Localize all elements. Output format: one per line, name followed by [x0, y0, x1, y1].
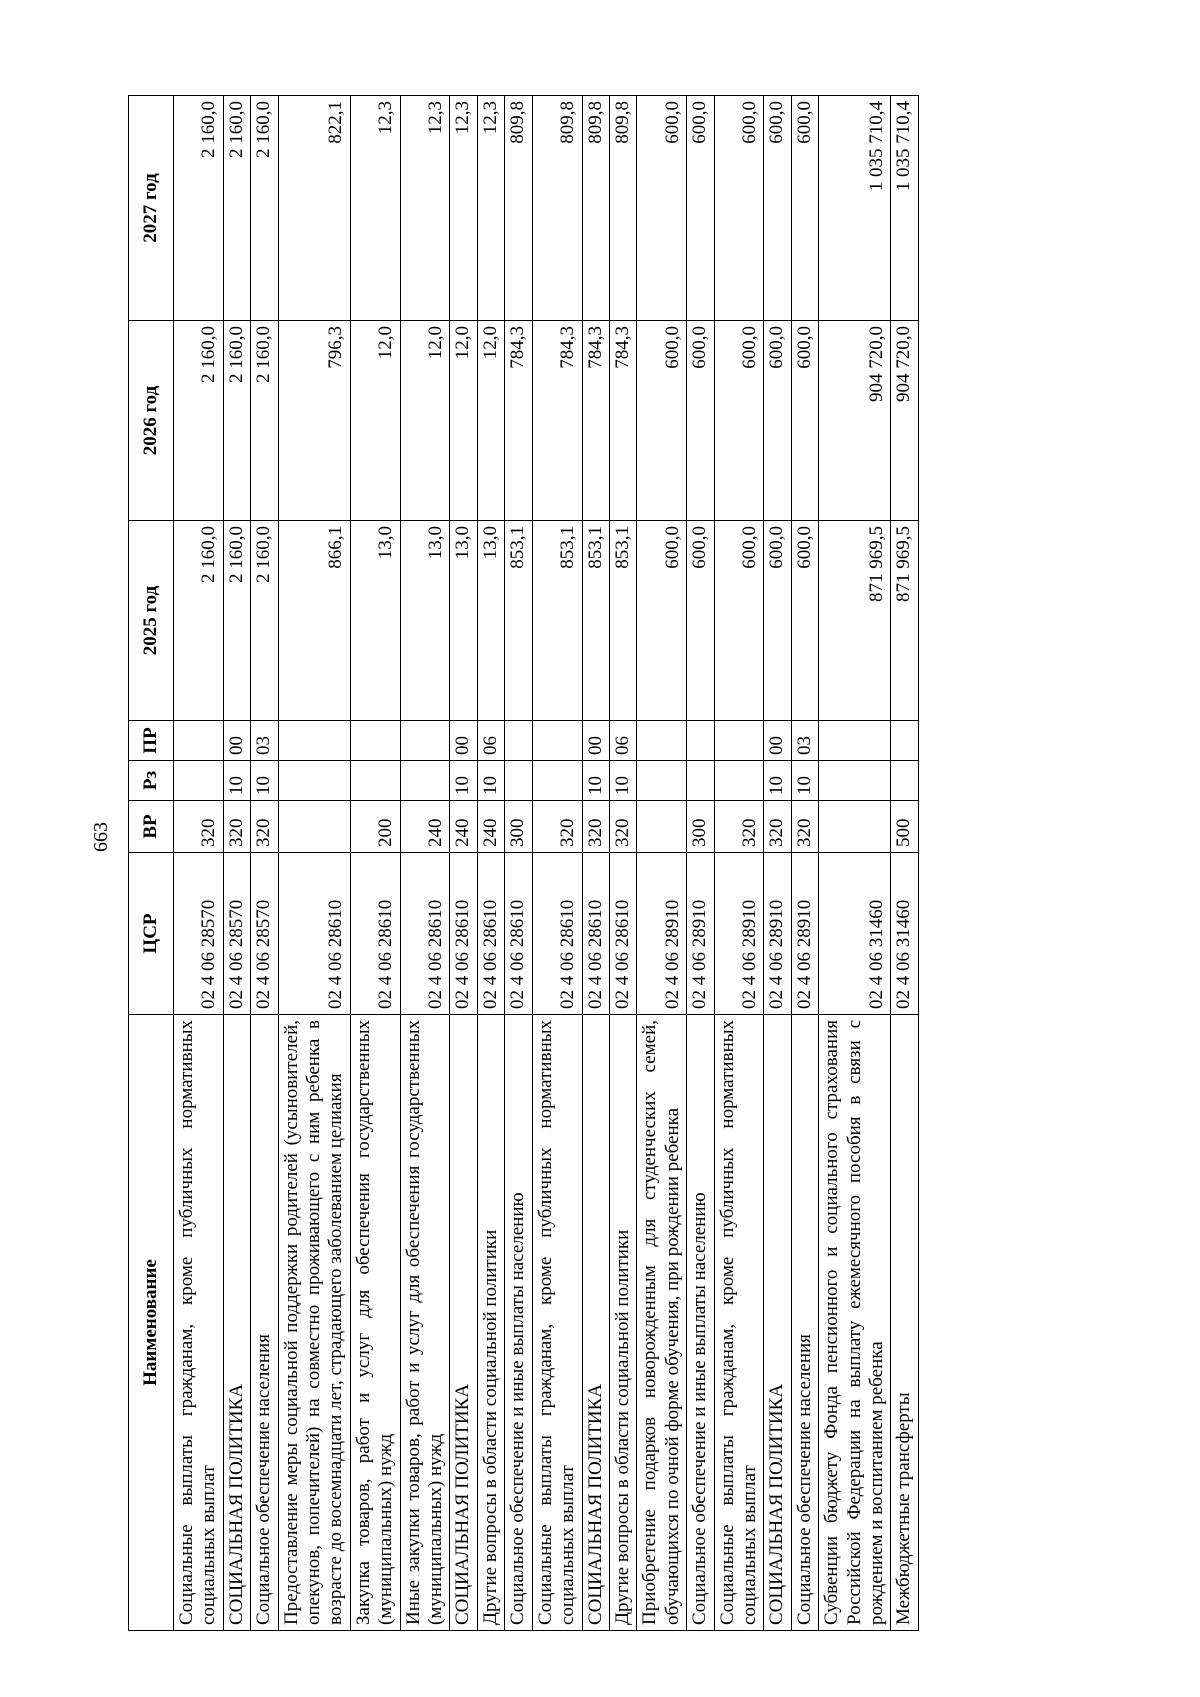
- cell-2027: 2 160,0: [223, 96, 250, 321]
- cell-pr: 03: [251, 721, 278, 761]
- cell-2026: 600,0: [637, 321, 687, 521]
- cell-2026: 904 720,0: [819, 321, 891, 521]
- table-row: [450, 96, 477, 1631]
- cell-2025: 600,0: [764, 521, 791, 721]
- cell-rz: [400, 761, 450, 801]
- cell-csr: 02 4 06 28910: [791, 853, 818, 1015]
- table-row: [350, 96, 400, 1631]
- cell-name: СОЦИАЛЬНАЯ ПОЛИТИКА: [582, 1015, 609, 1631]
- table-row: [278, 96, 350, 1631]
- cell-2027: 809,8: [505, 96, 532, 321]
- table-row: [791, 96, 818, 1631]
- cell-name: СОЦИАЛЬНАЯ ПОЛИТИКА: [450, 1015, 477, 1631]
- cell-2025: 871 969,5: [891, 521, 918, 721]
- cell-pr: 06: [609, 721, 636, 761]
- table-row: [609, 96, 636, 1631]
- cell-2027: 2 160,0: [251, 96, 278, 321]
- cell-2027: 822,1: [278, 96, 350, 321]
- cell-pr: [350, 721, 400, 761]
- table-row: [764, 96, 791, 1631]
- cell-2026: 12,0: [350, 321, 400, 521]
- cell-rz: [278, 761, 350, 801]
- cell-rz: [891, 761, 918, 801]
- cell-2026: 12,0: [400, 321, 450, 521]
- cell-2026: 784,3: [582, 321, 609, 521]
- cell-vr: 240: [400, 801, 450, 853]
- column-header-2026: 2026 год: [129, 321, 174, 521]
- cell-2025: 13,0: [350, 521, 400, 721]
- cell-vr: 500: [891, 801, 918, 853]
- cell-name: Приобретение подарков новорожденным для студенческих семей, обучающихся по очной форме обучения, при рождении ребенка: [637, 1015, 687, 1631]
- table-row: [819, 96, 891, 1631]
- cell-2027: 809,8: [609, 96, 636, 321]
- cell-csr: 02 4 06 28610: [532, 853, 582, 1015]
- table-row: [891, 96, 918, 1631]
- table-row: [223, 96, 250, 1631]
- table-row: [687, 96, 714, 1631]
- cell-csr: 02 4 06 28610: [350, 853, 400, 1015]
- column-header-pr: ПР: [129, 721, 174, 761]
- table-header-row: [129, 96, 174, 1631]
- cell-name: Социальное обеспечение населения: [251, 1015, 278, 1631]
- cell-csr: 02 4 06 28610: [400, 853, 450, 1015]
- cell-2025: 600,0: [714, 521, 764, 721]
- cell-2026: 2 160,0: [251, 321, 278, 521]
- cell-2025: 2 160,0: [251, 521, 278, 721]
- table-row: [582, 96, 609, 1631]
- cell-pr: [278, 721, 350, 761]
- cell-2027: 600,0: [764, 96, 791, 321]
- cell-csr: 02 4 06 28570: [174, 853, 224, 1015]
- cell-2025: 2 160,0: [223, 521, 250, 721]
- cell-2026: 600,0: [764, 321, 791, 521]
- cell-vr: 320: [714, 801, 764, 853]
- cell-csr: 02 4 06 28570: [251, 853, 278, 1015]
- cell-csr: 02 4 06 28610: [505, 853, 532, 1015]
- cell-pr: [400, 721, 450, 761]
- cell-vr: 300: [505, 801, 532, 853]
- cell-2025: 600,0: [637, 521, 687, 721]
- table-row: [400, 96, 450, 1631]
- budget-table: [128, 95, 919, 1631]
- cell-2027: 809,8: [532, 96, 582, 321]
- cell-rz: [505, 761, 532, 801]
- cell-name: СОЦИАЛЬНАЯ ПОЛИТИКА: [223, 1015, 250, 1631]
- page-number: 663: [90, 822, 112, 852]
- cell-name: Иные закупки товаров, работ и услуг для обеспечения государственных (муниципальных) нужд: [400, 1015, 450, 1631]
- column-header-name: Наименование: [129, 1015, 174, 1631]
- column-header-2025: 2025 год: [129, 521, 174, 721]
- cell-pr: 00: [450, 721, 477, 761]
- table-row: [714, 96, 764, 1631]
- cell-2025: 871 969,5: [819, 521, 891, 721]
- cell-csr: 02 4 06 28910: [764, 853, 791, 1015]
- cell-name: Межбюджетные трансферты: [891, 1015, 918, 1631]
- cell-name: Другие вопросы в области социальной политики: [609, 1015, 636, 1631]
- cell-pr: 00: [764, 721, 791, 761]
- cell-vr: 320: [609, 801, 636, 853]
- cell-pr: [637, 721, 687, 761]
- cell-name: Социальное обеспечение и иные выплаты населению: [505, 1015, 532, 1631]
- cell-2025: 600,0: [687, 521, 714, 721]
- cell-2026: 600,0: [687, 321, 714, 521]
- cell-name: Социальные выплаты гражданам, кроме публичных нормативных социальных выплат: [174, 1015, 224, 1631]
- cell-name: Социальные выплаты гражданам, кроме публичных нормативных социальных выплат: [532, 1015, 582, 1631]
- cell-2026: 12,0: [477, 321, 504, 521]
- cell-name: Социальное обеспечение и иные выплаты населению: [687, 1015, 714, 1631]
- cell-vr: [637, 801, 687, 853]
- cell-csr: 02 4 06 31460: [891, 853, 918, 1015]
- cell-vr: 320: [764, 801, 791, 853]
- table-row: [637, 96, 687, 1631]
- cell-name: СОЦИАЛЬНАЯ ПОЛИТИКА: [764, 1015, 791, 1631]
- cell-2027: 12,3: [350, 96, 400, 321]
- column-header-vr: ВР: [129, 801, 174, 853]
- cell-name: Субвенции бюджету Фонда пенсионного и социального страхования Российской Федерации на выплату ежемесячного пособия в связи с рождением и воспитанием ребенка: [819, 1015, 891, 1631]
- cell-2025: 853,1: [582, 521, 609, 721]
- cell-vr: 240: [450, 801, 477, 853]
- cell-rz: 10: [450, 761, 477, 801]
- cell-pr: [505, 721, 532, 761]
- cell-csr: 02 4 06 28610: [477, 853, 504, 1015]
- cell-2025: 13,0: [400, 521, 450, 721]
- cell-vr: 320: [791, 801, 818, 853]
- cell-2025: 13,0: [477, 521, 504, 721]
- column-header-2027: 2027 год: [129, 96, 174, 321]
- cell-rz: 10: [477, 761, 504, 801]
- cell-2026: 12,0: [450, 321, 477, 521]
- table-row: [505, 96, 532, 1631]
- cell-2026: 600,0: [714, 321, 764, 521]
- cell-2027: 600,0: [687, 96, 714, 321]
- table-row: [532, 96, 582, 1631]
- cell-vr: 320: [251, 801, 278, 853]
- cell-csr: 02 4 06 28910: [714, 853, 764, 1015]
- cell-2026: 2 160,0: [223, 321, 250, 521]
- cell-2025: 13,0: [450, 521, 477, 721]
- column-header-rz: Рз: [129, 761, 174, 801]
- cell-2025: 600,0: [791, 521, 818, 721]
- cell-2025: 853,1: [609, 521, 636, 721]
- cell-2027: 600,0: [791, 96, 818, 321]
- cell-rz: 10: [223, 761, 250, 801]
- cell-2025: 866,1: [278, 521, 350, 721]
- cell-pr: 06: [477, 721, 504, 761]
- cell-vr: 320: [532, 801, 582, 853]
- cell-rz: [174, 761, 224, 801]
- cell-vr: 240: [477, 801, 504, 853]
- cell-2026: 784,3: [609, 321, 636, 521]
- table-row: [477, 96, 504, 1631]
- cell-pr: [714, 721, 764, 761]
- cell-rz: [350, 761, 400, 801]
- table-body: [174, 96, 919, 1631]
- cell-2026: 904 720,0: [891, 321, 918, 521]
- budget-table-container: [128, 96, 1138, 1631]
- cell-2025: 2 160,0: [174, 521, 224, 721]
- cell-2026: 2 160,0: [174, 321, 224, 521]
- cell-csr: 02 4 06 28610: [450, 853, 477, 1015]
- cell-rz: [687, 761, 714, 801]
- cell-2027: 600,0: [637, 96, 687, 321]
- cell-vr: 200: [350, 801, 400, 853]
- cell-vr: 320: [582, 801, 609, 853]
- cell-2026: 796,3: [278, 321, 350, 521]
- cell-rz: [532, 761, 582, 801]
- cell-2027: 1 035 710,4: [891, 96, 918, 321]
- cell-vr: 320: [223, 801, 250, 853]
- cell-rz: [637, 761, 687, 801]
- cell-pr: 03: [791, 721, 818, 761]
- cell-2025: 853,1: [532, 521, 582, 721]
- cell-name: Другие вопросы в области социальной политики: [477, 1015, 504, 1631]
- cell-pr: 00: [582, 721, 609, 761]
- cell-vr: 320: [174, 801, 224, 853]
- table-row: [251, 96, 278, 1631]
- cell-2026: 784,3: [532, 321, 582, 521]
- cell-rz: 10: [251, 761, 278, 801]
- cell-rz: 10: [791, 761, 818, 801]
- cell-csr: 02 4 06 28610: [582, 853, 609, 1015]
- cell-pr: [891, 721, 918, 761]
- cell-csr: 02 4 06 28910: [687, 853, 714, 1015]
- cell-csr: 02 4 06 28910: [637, 853, 687, 1015]
- cell-2026: 600,0: [791, 321, 818, 521]
- cell-pr: [687, 721, 714, 761]
- cell-2027: 1 035 710,4: [819, 96, 891, 321]
- cell-2027: 12,3: [477, 96, 504, 321]
- cell-pr: [819, 721, 891, 761]
- cell-rz: [819, 761, 891, 801]
- cell-name: Социальные выплаты гражданам, кроме публичных нормативных социальных выплат: [714, 1015, 764, 1631]
- cell-rz: 10: [764, 761, 791, 801]
- cell-2027: 12,3: [400, 96, 450, 321]
- cell-pr: 00: [223, 721, 250, 761]
- cell-rz: 10: [609, 761, 636, 801]
- cell-name: Социальное обеспечение населения: [791, 1015, 818, 1631]
- cell-vr: [278, 801, 350, 853]
- cell-rz: [714, 761, 764, 801]
- rotated-table-frame: [128, 96, 1138, 1631]
- cell-pr: [174, 721, 224, 761]
- cell-csr: 02 4 06 28570: [223, 853, 250, 1015]
- cell-2026: 784,3: [505, 321, 532, 521]
- cell-name: Закупка товаров, работ и услуг для обеспечения государственных (муниципальных) нужд: [350, 1015, 400, 1631]
- cell-2027: 600,0: [714, 96, 764, 321]
- cell-2025: 853,1: [505, 521, 532, 721]
- cell-csr: 02 4 06 28610: [609, 853, 636, 1015]
- cell-2027: 12,3: [450, 96, 477, 321]
- cell-name: Предоставление меры социальной поддержки родителей (усыновителей, опекунов, попечителей) на совместно проживающего с ним ребенка в возрасте до восемнадцати лет, страдающего заболеванием целиакия: [278, 1015, 350, 1631]
- cell-csr: 02 4 06 31460: [819, 853, 891, 1015]
- cell-2027: 809,8: [582, 96, 609, 321]
- cell-vr: 300: [687, 801, 714, 853]
- cell-pr: [532, 721, 582, 761]
- table-row: [174, 96, 224, 1631]
- cell-2027: 2 160,0: [174, 96, 224, 321]
- cell-vr: [819, 801, 891, 853]
- cell-rz: 10: [582, 761, 609, 801]
- cell-csr: 02 4 06 28610: [278, 853, 350, 1015]
- column-header-csr: ЦСР: [129, 853, 174, 1015]
